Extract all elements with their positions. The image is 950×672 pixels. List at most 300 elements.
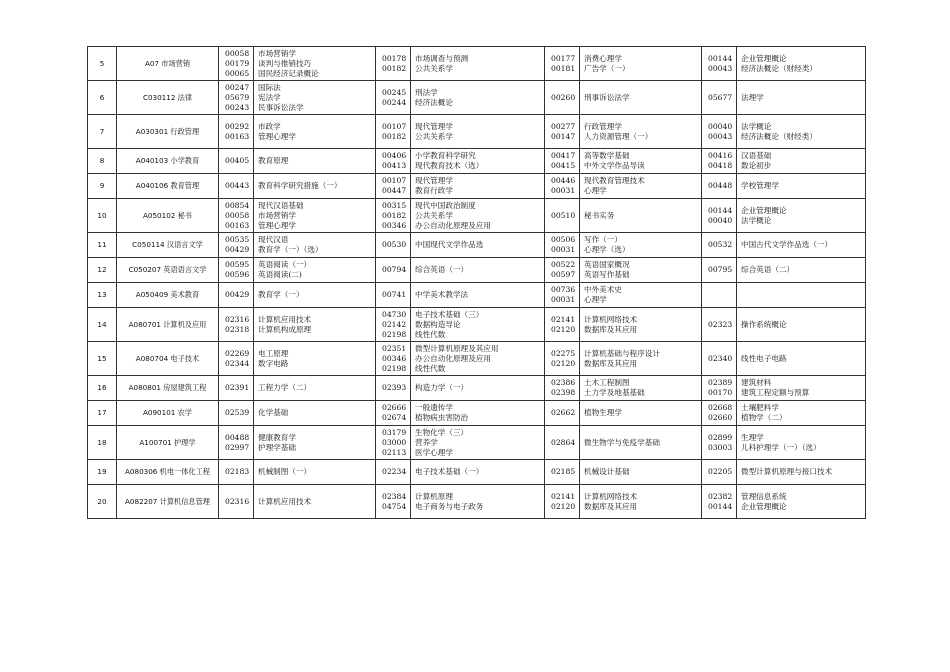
course-codes bbox=[702, 342, 737, 376]
course-name: 英语阅读（一） bbox=[258, 260, 312, 269]
course-names bbox=[737, 233, 866, 258]
course-code: 02113 bbox=[382, 447, 407, 457]
course-code: 02539 bbox=[225, 408, 250, 417]
course-code: 02142 bbox=[382, 319, 407, 329]
course-names bbox=[580, 233, 702, 258]
course-names bbox=[411, 401, 545, 426]
course-code: 00736 bbox=[551, 285, 576, 294]
course-codes bbox=[376, 81, 411, 115]
course-names bbox=[254, 233, 376, 258]
course-code: 00416 bbox=[708, 151, 733, 160]
course-code: 00243 bbox=[225, 102, 250, 112]
row-number: 10 bbox=[88, 199, 117, 233]
course-name: 法学概论 bbox=[741, 121, 772, 131]
table-row bbox=[88, 233, 866, 258]
course-code: 04730 bbox=[382, 309, 407, 319]
course-names bbox=[254, 376, 376, 401]
course-codes bbox=[702, 47, 737, 81]
course-code: 00346 bbox=[382, 220, 407, 230]
course-code: 00182 bbox=[382, 210, 407, 220]
course-names bbox=[254, 426, 376, 460]
course-name: 管理信息系统 bbox=[741, 491, 787, 501]
course-code: 00181 bbox=[551, 63, 576, 73]
course-name: 电工原理 bbox=[258, 348, 289, 358]
course-code: 00292 bbox=[225, 121, 250, 131]
course-names bbox=[737, 376, 866, 401]
major-name: A080306 机电一体化工程 bbox=[117, 460, 219, 485]
course-name: 线性电子电路 bbox=[741, 353, 787, 363]
course-name: 健康教育学 bbox=[258, 432, 296, 442]
row-number: 15 bbox=[88, 342, 117, 376]
table-body bbox=[88, 47, 866, 519]
course-name: 高等数学基础 bbox=[584, 151, 630, 160]
course-codes bbox=[702, 233, 737, 258]
course-name: 心理学（选） bbox=[584, 245, 630, 254]
course-name: 教育学（一） bbox=[258, 290, 304, 299]
course-codes bbox=[545, 47, 580, 81]
course-names bbox=[580, 342, 702, 376]
course-names bbox=[254, 485, 376, 519]
course-name: 写作（一） bbox=[584, 235, 622, 244]
course-codes bbox=[702, 174, 737, 199]
course-code: 02198 bbox=[382, 329, 407, 339]
course-name: 现代管理学 bbox=[415, 176, 453, 185]
course-codes bbox=[376, 283, 411, 308]
course-name: 管理心理学 bbox=[258, 131, 296, 141]
course-codes bbox=[376, 485, 411, 519]
row-number: 5 bbox=[88, 47, 117, 81]
course-name: 消费心理学 bbox=[584, 53, 622, 63]
course-name: 现代中国政治制度 bbox=[415, 200, 476, 210]
course-codes bbox=[376, 174, 411, 199]
course-name: 护理学基础 bbox=[258, 442, 296, 452]
course-codes bbox=[702, 460, 737, 485]
course-code: 00031 bbox=[551, 186, 576, 195]
course-code: 02674 bbox=[382, 413, 407, 422]
course-codes bbox=[376, 233, 411, 258]
row-number: 11 bbox=[88, 233, 117, 258]
course-code: 00260 bbox=[551, 92, 576, 102]
course-codes bbox=[219, 342, 254, 376]
course-names bbox=[254, 47, 376, 81]
course-names bbox=[254, 199, 376, 233]
course-names bbox=[737, 47, 866, 81]
course-code: 00163 bbox=[225, 131, 250, 141]
course-names bbox=[411, 308, 545, 342]
course-codes bbox=[376, 426, 411, 460]
major-name: A07 市场营销 bbox=[117, 47, 219, 81]
row-number: 9 bbox=[88, 174, 117, 199]
course-names bbox=[411, 426, 545, 460]
major-name: A100701 护理学 bbox=[117, 426, 219, 460]
course-name: 综合英语（二） bbox=[741, 265, 795, 274]
course-code: 00595 bbox=[225, 260, 250, 269]
major-name: A050102 秘书 bbox=[117, 199, 219, 233]
course-code: 00182 bbox=[382, 63, 407, 73]
course-names bbox=[411, 258, 545, 283]
course-code: 02205 bbox=[708, 467, 733, 476]
course-code: 02384 bbox=[382, 491, 407, 501]
course-name: 公共关系学 bbox=[415, 63, 453, 73]
course-name: 数据库及其应用 bbox=[584, 501, 638, 511]
course-name: 建筑材料 bbox=[741, 378, 772, 387]
course-codes bbox=[545, 376, 580, 401]
course-name: 机械制图（一） bbox=[258, 467, 312, 476]
course-code: 02316 bbox=[225, 314, 250, 324]
course-code: 00443 bbox=[225, 181, 250, 190]
course-name: 民事诉讼法学 bbox=[258, 102, 304, 112]
course-names bbox=[254, 258, 376, 283]
course-code: 02386 bbox=[551, 378, 576, 387]
course-names bbox=[580, 199, 702, 233]
course-codes bbox=[702, 115, 737, 149]
course-code: 00447 bbox=[382, 186, 407, 195]
course-name: 现代教育管理技术 bbox=[584, 176, 645, 185]
course-name: 市场营销学 bbox=[258, 210, 296, 220]
course-name: 微型计算机原理与接口技术 bbox=[741, 467, 833, 476]
course-name: 计算机网络技术 bbox=[584, 314, 638, 324]
course-codes bbox=[376, 460, 411, 485]
course-name: 综合英语（一） bbox=[415, 265, 469, 274]
major-name: A080801 房屋建筑工程 bbox=[117, 376, 219, 401]
course-code: 00058 bbox=[225, 210, 250, 220]
course-names bbox=[737, 81, 866, 115]
course-names bbox=[580, 376, 702, 401]
course-code: 00277 bbox=[551, 121, 576, 131]
course-codes bbox=[702, 199, 737, 233]
course-code: 00031 bbox=[551, 245, 576, 254]
course-codes bbox=[376, 376, 411, 401]
major-name: C050114 汉语言文学 bbox=[117, 233, 219, 258]
course-code: 02660 bbox=[708, 413, 733, 422]
course-code: 00446 bbox=[551, 176, 576, 185]
course-names bbox=[737, 485, 866, 519]
course-code: 00415 bbox=[551, 161, 576, 170]
course-name: 操作系统概论 bbox=[741, 319, 787, 329]
course-name: 现代管理学 bbox=[415, 121, 453, 131]
course-names bbox=[737, 199, 866, 233]
course-code: 00795 bbox=[708, 265, 733, 274]
course-name: 工程力学（二） bbox=[258, 383, 312, 392]
course-name: 公共关系学 bbox=[415, 210, 453, 220]
course-code: 02382 bbox=[708, 491, 733, 501]
course-code: 00510 bbox=[551, 210, 576, 220]
course-codes bbox=[545, 199, 580, 233]
row-number: 16 bbox=[88, 376, 117, 401]
course-names bbox=[580, 426, 702, 460]
course-codes bbox=[545, 115, 580, 149]
course-codes bbox=[376, 401, 411, 426]
course-name: 电子技术基础（一） bbox=[415, 467, 484, 476]
major-name: A040106 教育管理 bbox=[117, 174, 219, 199]
course-code: 02662 bbox=[551, 408, 576, 417]
course-code: 00532 bbox=[708, 240, 733, 249]
course-name: 土木工程制图 bbox=[584, 378, 630, 387]
course-name: 计算机基础与程序设计 bbox=[584, 348, 660, 358]
course-names bbox=[737, 426, 866, 460]
course-codes bbox=[376, 115, 411, 149]
course-names bbox=[580, 174, 702, 199]
course-name: 中国现代文学作品选 bbox=[415, 240, 484, 249]
course-name: 电子商务与电子政务 bbox=[415, 501, 484, 511]
course-names bbox=[737, 460, 866, 485]
course-name: 现代汉语基础 bbox=[258, 200, 304, 210]
course-name: 管理心理学 bbox=[258, 220, 296, 230]
course-code: 00406 bbox=[382, 151, 407, 160]
course-name: 营养学 bbox=[415, 437, 438, 447]
course-codes bbox=[219, 149, 254, 174]
course-name: 国民经济记录概论 bbox=[258, 68, 319, 78]
course-names bbox=[254, 174, 376, 199]
course-name: 计算机构成原理 bbox=[258, 324, 312, 334]
course-code: 00854 bbox=[225, 200, 250, 210]
course-code: 02323 bbox=[708, 319, 733, 329]
course-name: 英语阅读(二) bbox=[258, 270, 302, 279]
course-code: 00244 bbox=[382, 97, 407, 107]
course-name: 国际法 bbox=[258, 82, 281, 92]
course-names bbox=[737, 174, 866, 199]
course-name: 建筑工程定额与预算 bbox=[741, 388, 810, 397]
course-name: 市场调查与预测 bbox=[415, 53, 469, 63]
course-codes bbox=[219, 376, 254, 401]
course-code: 02269 bbox=[225, 348, 250, 358]
course-code: 00065 bbox=[225, 68, 250, 78]
course-codes bbox=[219, 283, 254, 308]
row-number: 14 bbox=[88, 308, 117, 342]
course-codes bbox=[702, 258, 737, 283]
course-names bbox=[580, 485, 702, 519]
course-codes bbox=[702, 376, 737, 401]
course-code: 02120 bbox=[551, 501, 576, 511]
course-name: 线性代数 bbox=[415, 363, 446, 373]
course-name: 数据构造导论 bbox=[415, 319, 461, 329]
course-name: 植物生理学 bbox=[584, 408, 622, 417]
course-names bbox=[580, 308, 702, 342]
course-names bbox=[580, 283, 702, 308]
course-name: 现代教育技术（选） bbox=[415, 161, 484, 170]
course-name: 化学基础 bbox=[258, 408, 289, 417]
course-code: 00448 bbox=[708, 181, 733, 190]
course-codes bbox=[545, 233, 580, 258]
course-code: 00418 bbox=[708, 161, 733, 170]
course-names bbox=[411, 342, 545, 376]
course-code: 02275 bbox=[551, 348, 576, 358]
course-name: 中外美术史 bbox=[584, 285, 622, 294]
table-row bbox=[88, 426, 866, 460]
course-code: 05679 bbox=[225, 92, 250, 102]
course-codes bbox=[545, 460, 580, 485]
course-code: 00147 bbox=[551, 131, 576, 141]
course-name: 学校管理学 bbox=[741, 181, 779, 190]
course-name: 行政管理学 bbox=[584, 121, 622, 131]
course-codes bbox=[545, 342, 580, 376]
course-name: 数据库及其应用 bbox=[584, 324, 638, 334]
major-name: C050207 英语语言文学 bbox=[117, 258, 219, 283]
course-code: 02344 bbox=[225, 358, 250, 368]
course-codes bbox=[219, 426, 254, 460]
course-codes bbox=[545, 283, 580, 308]
course-code: 00058 bbox=[225, 48, 250, 58]
course-codes bbox=[219, 401, 254, 426]
course-name: 中学美术教学法 bbox=[415, 290, 469, 299]
course-codes bbox=[545, 308, 580, 342]
course-name: 教育行政学 bbox=[415, 186, 453, 195]
course-code: 02234 bbox=[382, 467, 407, 476]
course-code: 00530 bbox=[382, 240, 407, 249]
course-names bbox=[411, 81, 545, 115]
course-name: 宪法学 bbox=[258, 92, 281, 102]
course-code: 00043 bbox=[708, 63, 733, 73]
course-name: 计算机应用技术 bbox=[258, 314, 312, 324]
table-row bbox=[88, 258, 866, 283]
course-names bbox=[254, 149, 376, 174]
course-code: 02141 bbox=[551, 314, 576, 324]
course-code: 00043 bbox=[708, 131, 733, 141]
course-code: 03000 bbox=[382, 437, 407, 447]
course-name: 一般遗传学 bbox=[415, 403, 453, 412]
course-name: 构造力学（一） bbox=[415, 383, 469, 392]
course-codes bbox=[545, 174, 580, 199]
course-names bbox=[737, 401, 866, 426]
table-row bbox=[88, 81, 866, 115]
course-code: 00506 bbox=[551, 235, 576, 244]
course-schedule-table bbox=[87, 46, 866, 519]
table-row bbox=[88, 376, 866, 401]
course-names bbox=[580, 258, 702, 283]
course-code: 02391 bbox=[225, 383, 250, 392]
row-number: 20 bbox=[88, 485, 117, 519]
course-codes bbox=[702, 426, 737, 460]
course-name: 公共关系学 bbox=[415, 131, 453, 141]
course-name: 办公自动化原理及应用 bbox=[415, 353, 491, 363]
course-names bbox=[411, 47, 545, 81]
course-names bbox=[580, 401, 702, 426]
course-code: 00413 bbox=[382, 161, 407, 170]
table-row bbox=[88, 149, 866, 174]
course-name: 英语写作基础 bbox=[584, 270, 630, 279]
course-name: 市政学 bbox=[258, 121, 281, 131]
course-name: 植物病虫害防治 bbox=[415, 413, 469, 422]
course-codes bbox=[545, 81, 580, 115]
course-code: 00315 bbox=[382, 200, 407, 210]
course-name: 计算机网络技术 bbox=[584, 491, 638, 501]
course-code: 02316 bbox=[225, 496, 250, 506]
course-codes bbox=[219, 258, 254, 283]
course-code: 00170 bbox=[708, 388, 733, 397]
course-names bbox=[411, 283, 545, 308]
course-name: 数字电路 bbox=[258, 358, 289, 368]
table-row bbox=[88, 308, 866, 342]
course-codes bbox=[376, 308, 411, 342]
course-code: 00346 bbox=[382, 353, 407, 363]
course-code: 00245 bbox=[382, 87, 407, 97]
course-code: 02899 bbox=[708, 432, 733, 442]
course-code: 00182 bbox=[382, 131, 407, 141]
course-code: 00429 bbox=[225, 290, 250, 299]
course-name: 线性代数 bbox=[415, 329, 446, 339]
course-codes bbox=[219, 47, 254, 81]
course-code: 00107 bbox=[382, 121, 407, 131]
course-name: 生物化学（三） bbox=[415, 427, 469, 437]
course-code: 05677 bbox=[708, 92, 733, 102]
major-name: A082207 计算机信息管理 bbox=[117, 485, 219, 519]
course-names bbox=[737, 258, 866, 283]
major-name: A090101 农学 bbox=[117, 401, 219, 426]
course-name: 小学教育科学研究 bbox=[415, 151, 476, 160]
course-codes bbox=[702, 485, 737, 519]
course-names bbox=[580, 460, 702, 485]
course-codes bbox=[219, 233, 254, 258]
course-name: 数据库及其应用 bbox=[584, 358, 638, 368]
course-code: 00179 bbox=[225, 58, 250, 68]
course-names bbox=[254, 460, 376, 485]
course-name: 刑法学 bbox=[415, 87, 438, 97]
row-number: 17 bbox=[88, 401, 117, 426]
table-row bbox=[88, 342, 866, 376]
course-names bbox=[737, 283, 866, 308]
course-names bbox=[254, 308, 376, 342]
course-code: 02864 bbox=[551, 437, 576, 447]
course-name: 企业管理概论 bbox=[741, 501, 787, 511]
course-names bbox=[411, 149, 545, 174]
course-name: 刑事诉讼法学 bbox=[584, 92, 630, 102]
course-names bbox=[411, 174, 545, 199]
course-name: 人力资源管理（一） bbox=[584, 131, 653, 141]
course-name: 教育学（一）（选） bbox=[258, 245, 323, 254]
course-name: 企业管理概论 bbox=[741, 205, 787, 215]
course-names bbox=[411, 199, 545, 233]
course-codes bbox=[376, 199, 411, 233]
course-codes bbox=[545, 485, 580, 519]
course-code: 00144 bbox=[708, 205, 733, 215]
course-code: 02351 bbox=[382, 343, 407, 353]
course-name: 经济法概论（财经类） bbox=[741, 131, 817, 141]
table-row bbox=[88, 485, 866, 519]
course-codes bbox=[702, 81, 737, 115]
course-code: 02393 bbox=[382, 383, 407, 392]
course-code: 00597 bbox=[551, 270, 576, 279]
course-code: 00144 bbox=[708, 501, 733, 511]
course-codes bbox=[545, 401, 580, 426]
course-names bbox=[254, 115, 376, 149]
major-name: A030301 行政管理 bbox=[117, 115, 219, 149]
course-name: 微生物学与免疫学基础 bbox=[584, 437, 660, 447]
course-code: 00247 bbox=[225, 82, 250, 92]
course-code: 00405 bbox=[225, 156, 250, 165]
course-names bbox=[580, 115, 702, 149]
major-name: A040103 小学教育 bbox=[117, 149, 219, 174]
course-name: 儿科护理学（一）（选） bbox=[741, 442, 821, 452]
course-codes bbox=[702, 149, 737, 174]
course-code: 00031 bbox=[551, 295, 576, 304]
course-name: 秘书实务 bbox=[584, 210, 615, 220]
course-names bbox=[254, 283, 376, 308]
course-code: 00522 bbox=[551, 260, 576, 269]
course-code: 02141 bbox=[551, 491, 576, 501]
course-codes bbox=[702, 308, 737, 342]
row-number: 19 bbox=[88, 460, 117, 485]
course-names bbox=[737, 308, 866, 342]
course-codes bbox=[376, 47, 411, 81]
course-names bbox=[580, 47, 702, 81]
course-code: 03003 bbox=[708, 442, 733, 452]
course-code: 02389 bbox=[708, 378, 733, 387]
course-name: 汉语基础 bbox=[741, 151, 772, 160]
course-name: 植物学（二） bbox=[741, 413, 787, 422]
course-name: 土力学及地基基础 bbox=[584, 388, 645, 397]
course-code: 02668 bbox=[708, 403, 733, 412]
course-code: 00417 bbox=[551, 151, 576, 160]
